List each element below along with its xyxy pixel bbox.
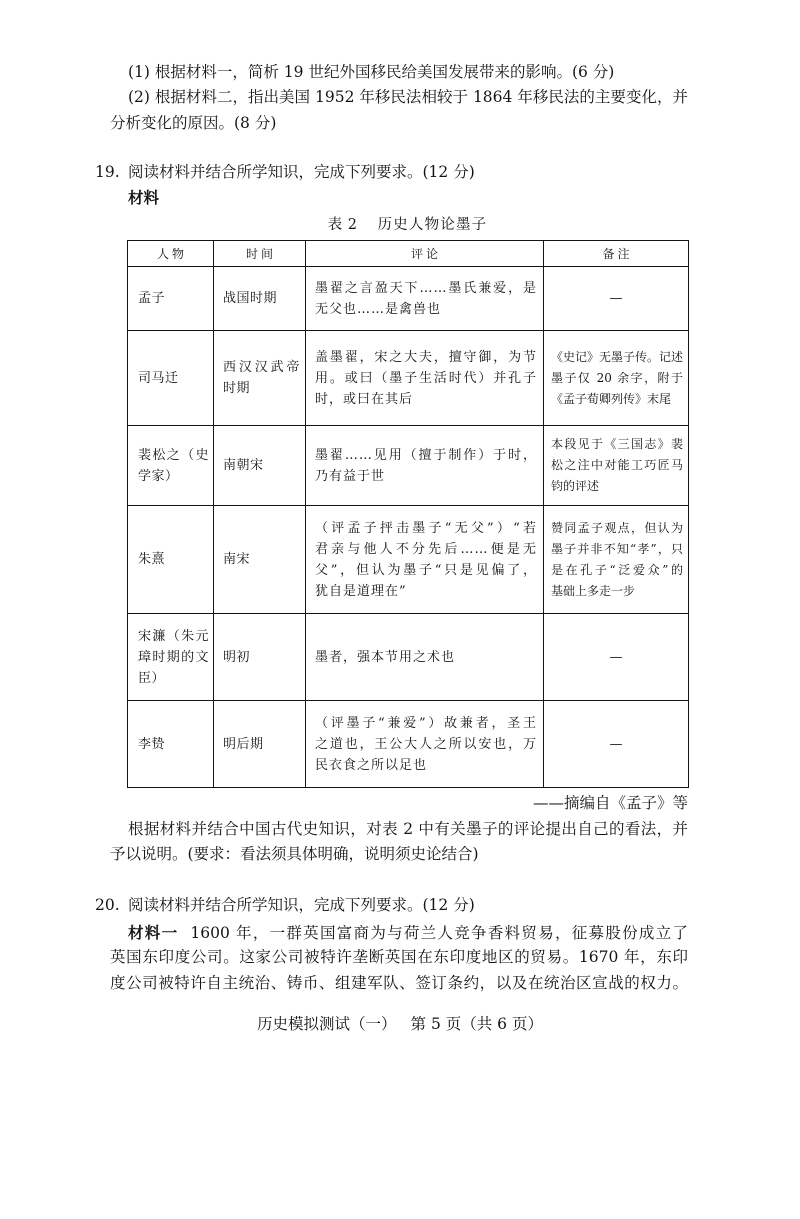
subquestion-2: (2) 根据材料二，指出美国 1952 年移民法相较于 1864 年移民法的主要变化，并 (128, 88, 688, 106)
question-20-header (0, 893, 800, 919)
table-cell-line: 时，或曰在其后 (315, 391, 414, 407)
table-cell-line: 墨子并非不知“孝”，只 (551, 541, 683, 556)
material-line: 度公司被特许自主统治、铸币、组建军队、签订条约，以及在统治区宣战的权力。 (110, 973, 688, 992)
table-cell-name (128, 506, 214, 614)
table-cell-line: 墨者，强本节用之术也 (315, 649, 456, 665)
table-cell-line: 朱熹 (138, 552, 166, 567)
table-cell-line: 裴松之（史 (138, 447, 209, 463)
table-header-note: 备注 (544, 241, 689, 267)
question-19-stem: 阅读材料并结合所学知识，完成下列要求。(12 分) (128, 162, 475, 181)
table-cell-line: 松之注中对能工巧匠马 (551, 458, 683, 472)
table-row (128, 426, 689, 506)
table-cell-line: 时期 (223, 381, 251, 396)
table-cell-line: 民衣食之所以足也 (315, 757, 428, 773)
subquestion-2-continued: 分析变化的原因。(8 分) (110, 113, 277, 132)
question-19-number: 19. (95, 162, 120, 181)
table-cell-note (544, 426, 689, 506)
table-cell-line: 墨翟……见用（擅于制作）于时， (315, 447, 537, 463)
table-cell-line: 南宋 (223, 552, 251, 567)
subquestion-1: (1) 根据材料一，简析 19 世纪外国移民给美国发展带来的影响。(6 分) (128, 62, 615, 81)
table-cell-note (544, 267, 689, 331)
table-cell-line: 《史记》无墨子传。记述 (551, 349, 684, 364)
table-cell-line: 乃有益于世 (315, 468, 386, 484)
table-cell-line: 用。或曰（墨子生活时代）并孔子 (315, 370, 537, 386)
table-cell-line: 西汉汉武帝 (223, 360, 300, 375)
table-cell-line: 本段见于《三国志》裴 (551, 437, 683, 451)
table-cell-line: 宋濂（朱元 (138, 628, 209, 644)
table-cell-line: 盖墨翟，宋之大夫，擅守御，为节 (315, 349, 537, 365)
table-cell-line: 南朝宋 (223, 458, 264, 473)
table-cell-line: （评孟子抨击墨子“无父”）“若 (315, 520, 537, 536)
page-footer (0, 1012, 800, 1038)
table-cell-line: — (609, 291, 623, 306)
table-cell-line: — (609, 736, 623, 752)
table-cell-line: 璋时期的文 (138, 649, 209, 665)
table-cell-comment (306, 614, 544, 701)
requirement-line: 予以说明。(要求：看法须具体明确，说明须史论结合) (110, 845, 479, 863)
table-cell-name (128, 701, 214, 788)
table-cell-time (214, 614, 306, 701)
material-1-label: 材料一 (128, 922, 179, 942)
table-cell-note (544, 331, 689, 426)
table-cell-line: 臣） (138, 670, 166, 686)
table-body (128, 267, 689, 788)
table-row (128, 701, 689, 788)
table-cell-line: 是在孔子“泛爱众”的 (551, 562, 683, 577)
table-cell-line: 钧的评述 (551, 479, 600, 493)
table-cell-line: 战国时期 (223, 291, 278, 306)
table-cell-line: 赞同孟子观点，但认为 (551, 520, 683, 535)
table-row (128, 331, 689, 426)
table-cell-line: 《孟子荀卿列传》末尾 (551, 391, 672, 406)
table-cell-note (544, 506, 689, 614)
requirement-line: 根据材料并结合中国古代史知识，对表 2 中有关墨子的评论提出自己的看法，并 (128, 819, 688, 838)
table-cell-line: 学家） (138, 468, 179, 484)
question-19-requirement (110, 817, 688, 868)
table-cell-line: 犹自是道理在” (315, 583, 407, 599)
table-cell-comment (306, 701, 544, 788)
footer-page-number: 第 5 页（共 6 页） (410, 1014, 543, 1033)
table-cell-time (214, 426, 306, 506)
table-cell-name (128, 614, 214, 701)
table-cell-note (544, 701, 689, 788)
table-cell-comment (306, 426, 544, 506)
table-caption-title: 历史人物论墨子 (377, 217, 488, 233)
question-19-header (0, 160, 800, 186)
table-cell-note (544, 614, 689, 701)
table-cell-line: 君亲与他人不分先后……便是无 (315, 541, 537, 557)
material-line (110, 920, 688, 946)
table-cell-line: 无父也……是禽兽也 (315, 301, 442, 317)
material-line: 英国东印度公司。这家公司被特许垄断英国在东印度地区的贸易。1670 年，东印 (110, 948, 688, 966)
table-cell-time (214, 701, 306, 788)
table-cell-line: 司马迁 (138, 370, 179, 386)
table-cell-line: 明初 (223, 649, 251, 665)
table-cell-name (128, 267, 214, 331)
table-header-row (128, 241, 689, 267)
table-row (128, 614, 689, 701)
table-cell-time (214, 267, 306, 331)
table-row (128, 267, 689, 331)
table-cell-line: — (609, 649, 623, 665)
table-cell-line: 基础上多走一步 (551, 583, 636, 598)
table-cell-comment (306, 267, 544, 331)
question-20-number: 20. (95, 895, 120, 914)
table-cell-comment (306, 506, 544, 614)
table-cell-comment (306, 331, 544, 426)
table-cell-line: 明后期 (223, 736, 264, 752)
footer-title: 历史模拟测试（一） (257, 1014, 397, 1033)
table-cell-name (128, 426, 214, 506)
table-cell-line: （评墨子“兼爱”）故兼者，圣王 (315, 715, 537, 731)
table-header-person: 人物 (128, 241, 214, 267)
table-row (128, 506, 689, 614)
table-cell-line: 李贽 (138, 736, 166, 752)
question-20-stem: 阅读材料并结合所学知识，完成下列要求。(12 分) (128, 895, 475, 914)
table-cell-time (214, 331, 306, 426)
table-header-comment: 评论 (306, 241, 544, 267)
table-cell-name (128, 331, 214, 426)
mozi-comments-table (127, 240, 689, 788)
table-cell-line: 墨子仅 20 余字，附于 (551, 370, 683, 385)
question-20-material-1 (110, 920, 688, 997)
table-cell-line: 之道也，王公大人之所以安也，万 (315, 736, 537, 752)
table-cell-line: 父”，但认为墨子“只是见偏了， (315, 562, 537, 578)
material-1-text: 1600 年，一群英国富商为与荷兰人竞争香料贸易，征募股份成立了 (190, 923, 688, 942)
table-cell-line: 孟子 (138, 291, 166, 306)
table-source: ——摘编自《孟子》等 (532, 793, 688, 812)
table-cell-line: 墨翟之言盈天下……墨氏兼爱，是 (315, 280, 537, 296)
table-header-time: 时间 (214, 241, 306, 267)
table-caption (127, 213, 688, 237)
material-label: 材料 (128, 187, 160, 207)
table-cell-time (214, 506, 306, 614)
table-caption-label: 表 2 (327, 217, 358, 233)
previous-question-subitems (110, 60, 688, 137)
